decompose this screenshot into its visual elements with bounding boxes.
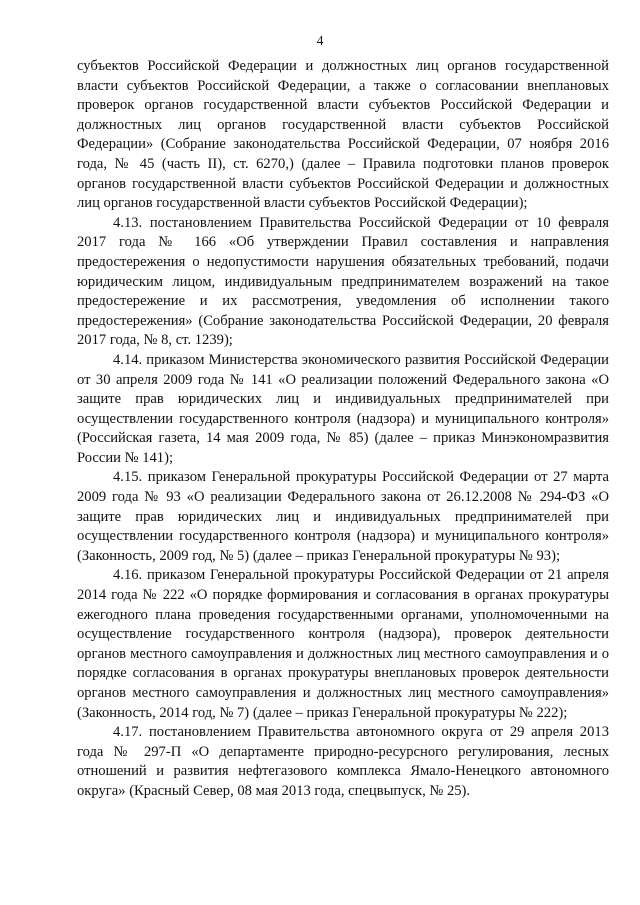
paragraph-4-17: 4.17. постановлением Правительства автономного округа от 29 апреля 2013 года № 297-П «О департаменте природно-ресурсного регулирования, лесных отношений и развития нефтегазового комплекса Ямало-Ненецкого автономного округа» (Красный Север, 08 мая 2013 года, спецвыпуск, № 25). <box>77 724 609 799</box>
paragraph-continuation: субъектов Российской Федерации и должностных лиц органов государственной власти субъектов Российской Федерации, а также о согласовании внеплановых проверок органов государственной власти субъектов Российской Федерации и должностных лиц органов государственной власти субъектов Российской Федерации» (Собрание законодательства Российской Федерации, 07 ноября 2016 года, № 45 (часть II), ст. 6270,) (далее – Правила подготовки планов проверок органов государственной власти субъектов Российской Федерации и должностных лиц органов государственной власти субъектов Российской Федерации); <box>77 58 609 212</box>
paragraph-4-16: 4.16. приказом Генеральной прокуратуры Российской Федерации от 21 апреля 2014 года № 222 «О порядке формирования и согласования в органах прокуратуры ежегодного плана проведения государственными органами, уполномоченными на осуществление государственного контроля (надзора), проверок деятельности органов местного самоуправления и должностных лиц местного самоуправления и о порядке согласования в органах прокуратуры внеплановых проверок деятельности органов местного самоуправления и должностных лиц местного самоуправления» (Законность, 2014 год, № 7) (далее – приказ Генеральной прокуратуры № 222); <box>77 567 609 721</box>
page-number: 4 <box>316 34 324 49</box>
paragraph-4-13: 4.13. постановлением Правительства Российской Федерации от 10 февраля 2017 года № 166 «Об утверждении Правил составления и направления предостережения о недопустимости нарушения обязательных требований, подачи юридическим лицом, индивидуальным предпринимателем возражений на такое предостережение и их рассмотрения, уведомления об исполнении такого предостережения» (Собрание законодательства Российской Федерации, 20 февраля 2017 года, № 8, ст. 1239); <box>77 214 609 349</box>
paragraph-4-14: 4.14. приказом Министерства экономического развития Российской Федерации от 30 апреля 2009 года № 141 «О реализации положений Федерального закона «О защите прав юридических лиц и индивидуальных предпринимателей при осуществлении государственного контроля (надзора) и муниципального контроля» (Российская газета, 14 мая 2009 года, № 85) (далее – приказ Минэкономразвития России № 141); <box>77 351 609 466</box>
paragraph-4-15: 4.15. приказом Генеральной прокуратуры Российской Федерации от 27 марта 2009 года № 93 «О реализации Федерального закона от 26.12.2008 № 294-ФЗ «О защите прав юридических лиц и индивидуальных предпринимателей при осуществлении государственного контроля (надзора) и муниципального контроля» (Законность, 2009 год, № 5) (далее – приказ Генеральной прокуратуры № 93); <box>77 469 609 564</box>
document-body <box>77 57 609 802</box>
